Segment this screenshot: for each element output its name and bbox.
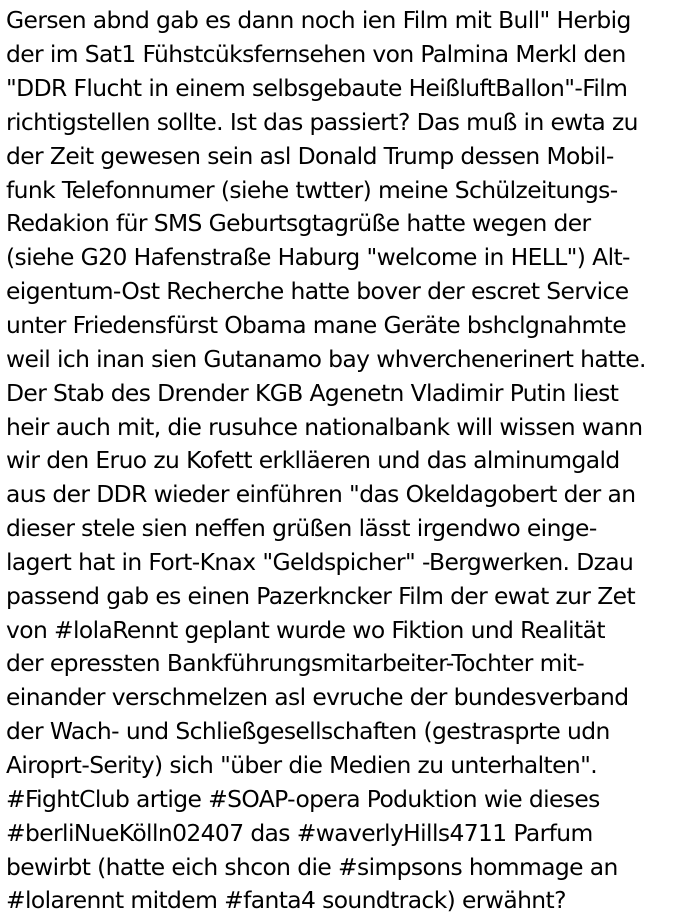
text-line-10: unter Friedensfürst Obama mane Geräte bshclgnahmte <box>6 311 627 339</box>
text-line-9: eigentum-Ost Recherche hatte bover der escret Service <box>6 277 629 305</box>
text-line-26: bewirbt (hatte eich shcon die #simpsons hommage an <box>6 853 618 881</box>
text-line-20: der epressten Bankführungsmitarbeiter-Tochter mit- <box>6 649 585 677</box>
document-page <box>6 0 682 920</box>
text-line-24: #FightClub artige #SOAP-opera Poduktion wie dieses <box>6 785 600 813</box>
text-line-4: richtigstellen sollte. Ist das passiert? Das muß in ewta zu <box>6 108 638 136</box>
text-line-22: der Wach- und Schließgesellschaften (gestrasprte udn <box>6 717 610 745</box>
text-line-2: der im Sat1 Fühstcüksfernsehen von Palmina Merkl den <box>6 40 626 68</box>
text-line-11: weil ich inan sien Gutanamo bay whverchenerinert hatte. <box>6 345 646 373</box>
text-line-15: aus der DDR wieder einführen "das Okeldagobert der an <box>6 480 636 508</box>
text-line-3: "DDR Flucht in einem selbsgebaute HeißluftBallon"-Film <box>6 74 628 102</box>
text-line-13: heir auch mit, die rusuhce nationalbank will wissen wann <box>6 413 643 441</box>
text-line-18: passend gab es einen Pazerkncker Film der ewat zur Zet <box>6 582 636 610</box>
text-line-8: (siehe G20 Hafenstraße Haburg "welcome in HELL") Alt- <box>6 243 630 271</box>
text-line-25: #berliNueKölln02407 das #waverlyHills4711 Parfum <box>6 819 593 847</box>
text-line-6: funk Telefonnumer (siehe twtter) meine Schülzeitungs- <box>6 176 618 204</box>
text-line-12: Der Stab des Drender KGB Agenetn Vladimir Putin liest <box>6 379 619 407</box>
text-line-1: Gersen abnd gab es dann noch ien Film mit Bull" Herbig <box>6 6 631 34</box>
text-line-23: Airoprt-Serity) sich "über die Medien zu unterhalten". <box>6 751 598 779</box>
text-line-16: dieser stele sien neffen grüßen lässt irgendwo einge- <box>6 514 597 542</box>
text-line-21: einander verschmelzen asl evruche der bundesverband <box>6 683 629 711</box>
text-line-27: #lolarennt mitdem #fanta4 soundtrack) erwähnt? <box>6 886 566 914</box>
text-line-14: wir den Eruo zu Kofett erklläeren und das alminumgald <box>6 446 620 474</box>
text-line-19: von #lolaRennt geplant wurde wo Fiktion und Realität <box>6 616 605 644</box>
text-line-7: Redakion für SMS Geburtsgtagrüße hatte wegen der <box>6 209 591 237</box>
text-line-17: lagert hat in Fort-Knax "Geldspicher" -Bergwerken. Dzau <box>6 548 634 576</box>
text-line-5: der Zeit gewesen sein asl Donald Trump dessen Mobil- <box>6 142 614 170</box>
